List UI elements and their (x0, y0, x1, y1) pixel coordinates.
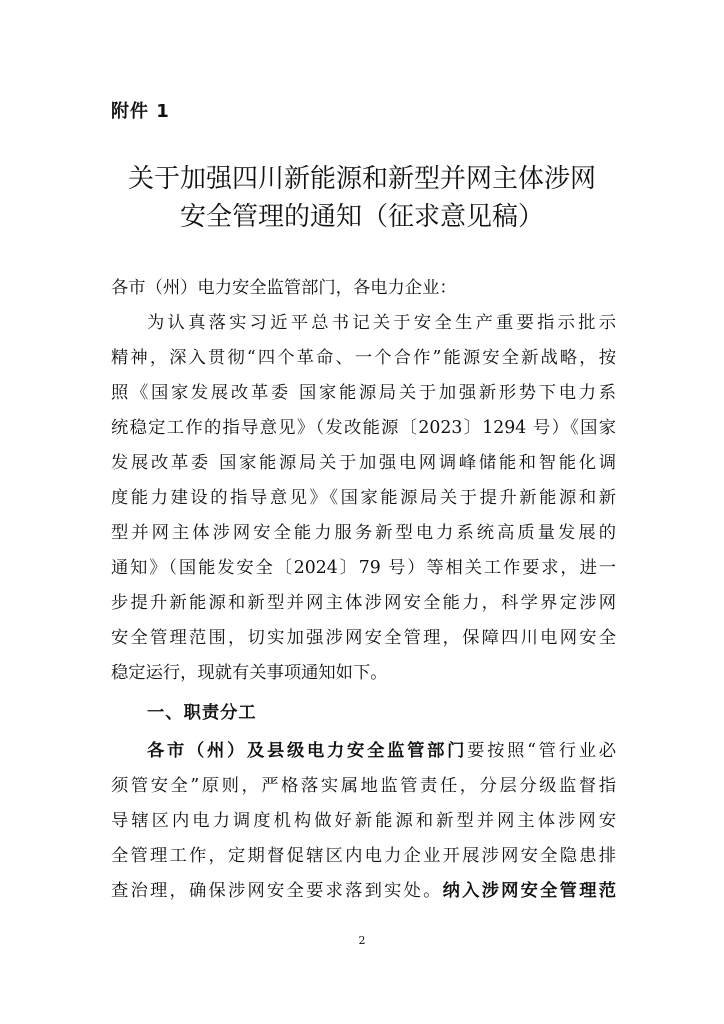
paragraph-text: 要按照“管行业必 (467, 741, 616, 761)
paragraph-text: 查治理，确保涉网安全要求落到实处。 (111, 881, 443, 901)
paragraph-line: 稳定运行，现就有关事项通知如下。 (111, 663, 388, 683)
responsible-party: 各市（州）及县级电力安全监管部门 (147, 741, 468, 761)
paragraph-line: 须管安全”原则，严格落实属地监管责任，分层分级监督指 (111, 776, 616, 796)
paragraph-line: 照《国家发展改革委 国家能源局关于加强新形势下电力系 (111, 383, 616, 403)
salutation: 各市（州）电力安全监管部门，各电力企业： (111, 278, 457, 298)
section-heading: 一、职责分工 (147, 703, 257, 723)
paragraph-line: 通知》（国能发安全〔2024〕79 号）等相关工作要求，进一 (111, 558, 616, 578)
paragraph-line: 型并网主体涉网安全能力服务新型电力系统高质量发展的 (111, 523, 616, 543)
paragraph-line: 步提升新能源和新型并网主体涉网安全能力，科学界定涉网 (111, 593, 616, 613)
paragraph-line: 度能力建设的指导意见》《国家能源局关于提升新能源和新 (111, 488, 616, 508)
paragraph-line: 精神，深入贯彻“四个革命、一个合作”能源安全新战略，按 (111, 348, 616, 368)
section-paragraph-first-line (147, 734, 616, 768)
paragraph-line: 发展改革委 国家能源局关于加强电网调峰储能和智能化调 (111, 453, 616, 473)
document-title-line-2: 安全管理的通知（征求意见稿） (179, 202, 544, 232)
attachment-label: 附件 1 (111, 101, 170, 122)
paragraph-line: 安全管理范围，切实加强涉网安全管理，保障四川电网安全 (111, 628, 616, 648)
paragraph-line: 导辖区内电力调度机构做好新能源和新型并网主体涉网安 (111, 811, 616, 831)
bold-text: 纳入涉网安全管理范 (442, 881, 616, 901)
page-number: 2 (358, 934, 366, 947)
paragraph-line: 全管理工作，定期督促辖区内电力企业开展涉网安全隐患排 (111, 846, 616, 866)
paragraph-line: 为认真落实习近平总书记关于安全生产重要指示批示 (147, 313, 616, 333)
paragraph-line: 统稳定工作的指导意见》（发改能源〔2023〕1294 号）《国家 (111, 418, 616, 438)
document-title-line-1: 关于加强四川新能源和新型并网主体涉网 (127, 164, 596, 194)
paragraph-line (111, 874, 616, 908)
